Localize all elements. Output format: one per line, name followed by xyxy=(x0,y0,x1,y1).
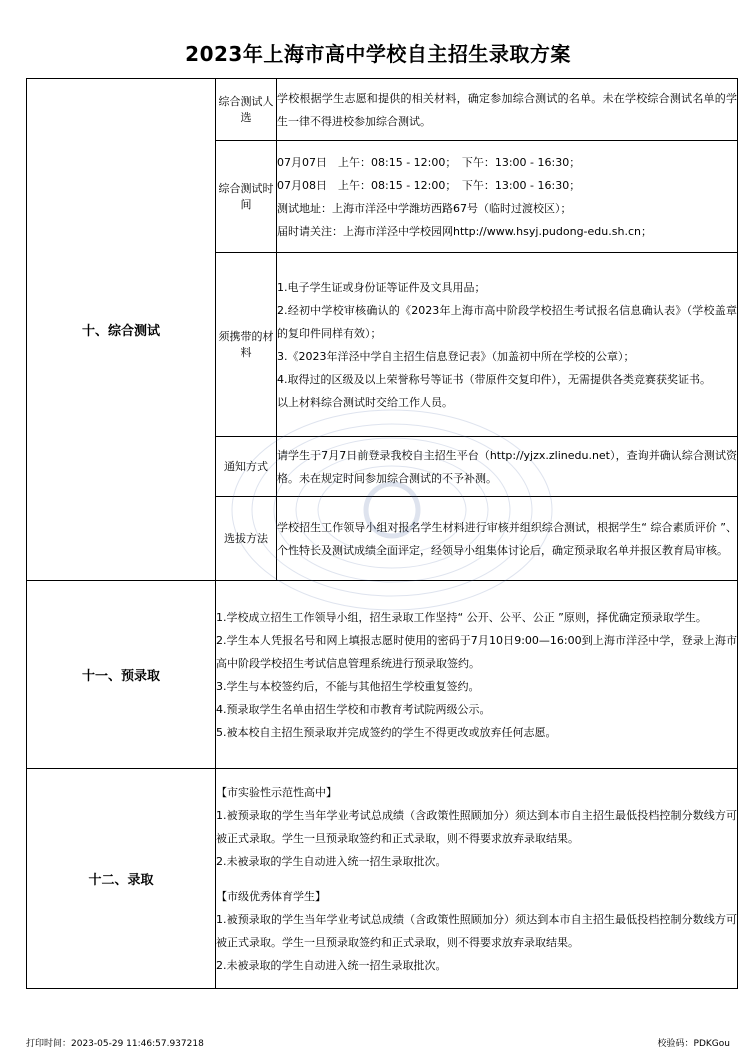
content-line: 4.预录取学生名单由招生学校和市教育考试院两级公示。 xyxy=(216,702,491,716)
section-title-comprehensive-test: 十、综合测试 xyxy=(27,79,216,581)
row-label-selection: 选拔方法 xyxy=(216,497,277,581)
section-content-admission xyxy=(216,769,738,989)
content-line: 2.未被录取的学生自动进入统一招生录取批次。 xyxy=(216,958,447,972)
content-line: 以上材料综合测试时交给工作人员。 xyxy=(277,395,453,409)
page-title: 2023年上海市高中学校自主招生录取方案 xyxy=(185,42,571,66)
check-code: 校验码：PDKGou xyxy=(657,1039,730,1049)
content-line: 3.《2023年洋泾中学自主招生信息登记表》（加盖初中所在学校的公章）； xyxy=(277,349,635,363)
row-label-candidates: 综合测试人选 xyxy=(216,79,277,141)
content-line: 2.学生本人凭报名号和网上填报志愿时使用的密码于7月10日9:00—16:00到上海市洋泾中学，登录上海市高中阶段学校招生考试信息管理系统进行预录取签约。 xyxy=(216,633,737,670)
section-title-admission: 十二、录取 xyxy=(27,769,216,989)
section-content-pre-admission xyxy=(216,581,738,769)
row-label-materials: 须携带的材料 xyxy=(216,253,277,437)
content-line: 届时请关注：上海市洋泾中学校园网http://www.hsyj.pudong-edu.sh.cn； xyxy=(277,224,652,238)
content-line: 3.学生与本校签约后，不能与其他招生学校重复签约。 xyxy=(216,679,480,693)
group-spacer xyxy=(216,873,737,885)
content-line: 4.取得过的区级及以上荣誉称号等证书（带原件交复印件），无需提供各类竞赛获奖证书。 xyxy=(277,372,711,386)
content-line: 1.电子学生证或身份证等证件及文具用品； xyxy=(277,280,486,294)
content-line: 1.学校成立招生工作领导小组，招生录取工作坚持“ 公开、公平、公正 ”原则，择优确定预录取学生。 xyxy=(216,610,707,624)
table-row xyxy=(27,79,738,141)
print-time: 打印时间：2023-05-29 11:46:57.937218 xyxy=(26,1039,204,1049)
section-title-pre-admission: 十一、预录取 xyxy=(27,581,216,769)
content-line: 07月08日 上午：08:15 - 12:00； 下午：13:00 - 16:30； xyxy=(277,178,581,192)
content-line: 1.被预录取的学生当年学业考试总成绩（含政策性照顾加分）须达到本市自主招生最低投档控制分数线方可被正式录取。学生一旦预录取签约和正式录取，则不得要求放弃录取结果。 xyxy=(216,808,737,845)
admission-plan-table xyxy=(26,78,738,989)
table-row xyxy=(27,769,738,989)
content-line: 07月07日 上午：08:15 - 12:00； 下午：13:00 - 16:30； xyxy=(277,155,581,169)
group-heading: 【市实验性示范性高中】 xyxy=(216,785,337,799)
content-line: 学校根据学生志愿和提供的相关材料，确定参加综合测试的名单。未在学校综合测试名单的学生一律不得进校参加综合测试。 xyxy=(277,91,737,128)
content-line: 学校招生工作领导小组对报名学生材料进行审核并组织综合测试，根据学生“ 综合素质评价 ”、个性特长及测试成绩全面评定，经领导小组集体讨论后，确定预录取名单并报区教育局审核。 xyxy=(277,520,737,557)
content-line: 1.被预录取的学生当年学业考试总成绩（含政策性照顾加分）须达到本市自主招生最低投档控制分数线方可被正式录取。学生一旦预录取签约和正式录取，则不得要求放弃录取结果。 xyxy=(216,912,737,949)
content-line: 2.经初中学校审核确认的《2023年上海市高中阶段学校招生考试报名信息确认表》（学校盖章的复印件同样有效）； xyxy=(277,303,737,340)
table-row xyxy=(27,581,738,769)
content-line: 请学生于7月7日前登录我校自主招生平台（http://yjzx.zlinedu.net），查询并确认综合测试资格。未在规定时间参加综合测试的不予补测。 xyxy=(277,448,737,485)
row-label-notification: 通知方式 xyxy=(216,437,277,497)
row-label-test-time: 综合测试时间 xyxy=(216,141,277,253)
row-content-selection xyxy=(277,497,738,581)
content-line: 测试地址：上海市洋泾中学潍坊西路67号（临时过渡校区）； xyxy=(277,201,572,215)
content-line: 2.未被录取的学生自动进入统一招生录取批次。 xyxy=(216,854,447,868)
row-content-notification xyxy=(277,437,738,497)
group-heading: 【市级优秀体育学生】 xyxy=(216,889,326,903)
row-content-test-time xyxy=(277,141,738,253)
row-content-materials xyxy=(277,253,738,437)
row-content-candidates xyxy=(277,79,738,141)
content-line: 5.被本校自主招生预录取并完成签约的学生不得更改或放弃任何志愿。 xyxy=(216,725,557,739)
